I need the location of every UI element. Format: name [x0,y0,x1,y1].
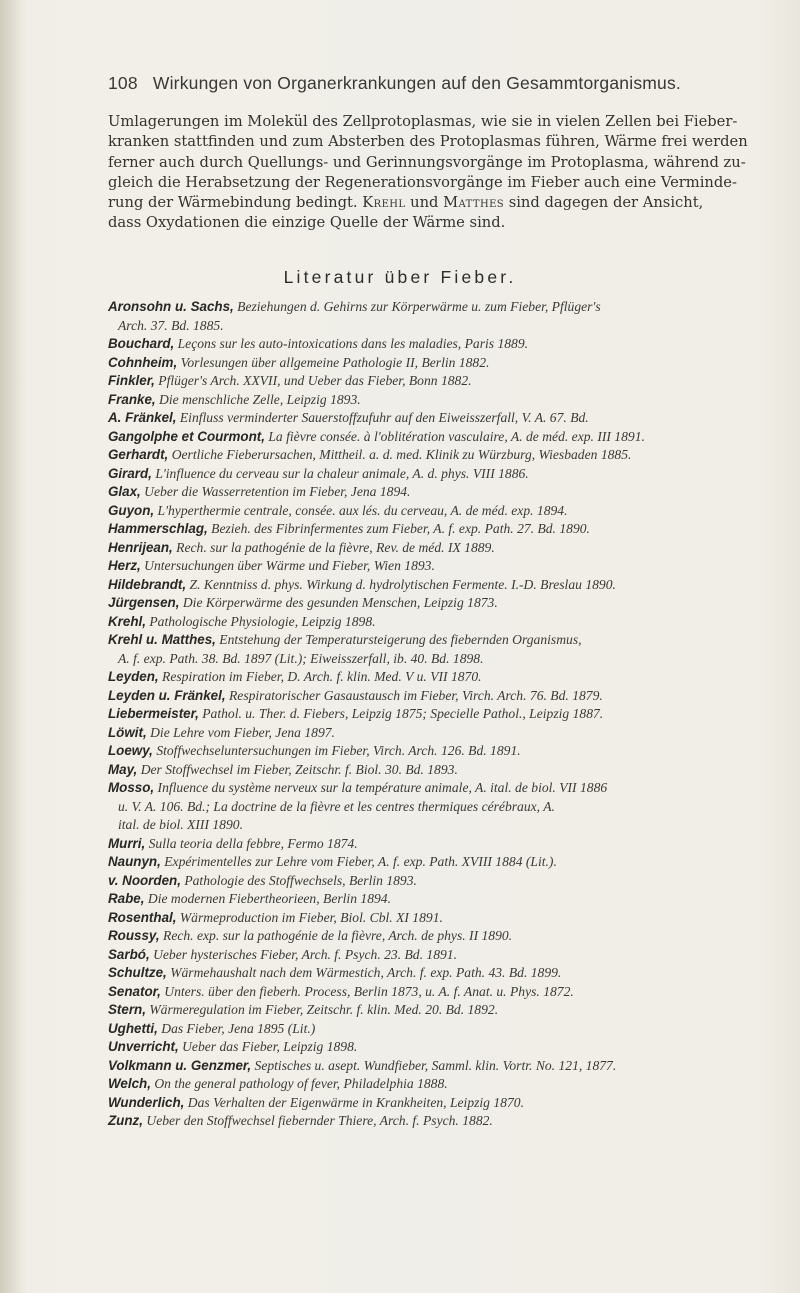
reference-entry [108,631,788,650]
reference-author: Leyden u. Fränkel, [108,687,226,703]
reference-author: Welch, [108,1076,151,1091]
reference-author: Murri, [108,835,146,851]
reference-author: Loewy, [108,743,153,758]
reference-author: v. Noorden, [108,872,181,888]
reference-entry [108,1094,788,1113]
running-header [108,73,768,94]
reference-entry [108,539,788,558]
reference-entry [108,742,788,761]
reference-text: Respiratorischer Gasaustausch im Fieber, Virch. Arch. 76. Bd. 1879. [228,687,603,703]
reference-author: Schultze, [108,965,167,980]
body-line: gleich die Herabsetzung der Regenerationsvorgänge im Fieber auch eine Verminde- [108,173,737,191]
reference-entry [108,872,788,891]
reference-text: Respiration im Fieber, D. Arch. f. klin. Med. V u. VII 1870. [162,669,482,684]
reference-author: Liebermeister, [108,706,199,721]
reference-entry [108,779,788,798]
reference-entry [108,613,788,632]
reference-entry [108,1075,788,1094]
reference-text: Expérimentelles zur Lehre vom Fieber, A. f. exp. Path. XVIII 1884 (Lit.). [164,854,557,869]
reference-entry [108,298,788,317]
reference-entry [108,909,788,928]
reference-text: Beziehungen d. Gehirns zur Körperwärme u. zum Fieber, Pflüger's [237,299,601,314]
reference-text: ital. de biol. XIII 1890. [118,817,243,832]
reference-author: Cohnheim, [108,354,178,370]
reference-text: Der Stoffwechsel im Fieber, Zeitschr. f. Biol. 30. Bd. 1893. [140,761,458,777]
reference-entry [108,465,788,484]
reference-text: Septisches u. asept. Wundfieber, Samml. klin. Vortr. No. 121, 1877. [254,1057,617,1073]
reference-text: Stoffwechseluntersuchungen im Fieber, Virch. Arch. 126. Bd. 1891. [156,743,521,758]
reference-text: Rech. exp. sur la pathogénie de la fièvre, Arch. de phys. II 1890. [163,928,513,943]
reference-entry [108,520,788,539]
reference-author: Gangolphe et Courmont, [108,428,265,444]
reference-author: Finkler, [108,373,155,388]
reference-text: Wärmeregulation im Fieber, Zeitschr. f. klin. Med. 20. Bd. 1892. [149,1002,499,1017]
reference-text: Unters. über den fieberh. Process, Berlin 1873, u. A. f. Anat. u. Phys. 1872. [164,983,574,999]
reference-entry [108,1020,788,1039]
reference-author: Naunyn, [108,854,161,869]
body-line: ferner auch durch Quellungs- und Gerinnungsvorgänge im Protoplasma, während zu- [108,153,746,171]
reference-text: Influence du système nerveux sur la température animale, A. ital. de biol. VII 1886 [157,780,608,795]
reference-text: Vorlesungen über allgemeine Pathologie II, Berlin 1882. [180,354,490,370]
body-line: dass Oxydationen die einzige Quelle der Wärme sind. [108,214,506,232]
reference-text: Wärmehaushalt nach dem Wärmestich, Arch. f. exp. Path. 43. Bd. 1899. [170,965,562,980]
reference-entry [108,409,788,428]
reference-author: Henrijean, [108,539,173,555]
reference-text: Untersuchungen über Wärme und Fieber, Wien 1893. [144,558,435,573]
reference-text: Die Körperwärme des gesunden Menschen, Leipzig 1873. [182,595,498,610]
reference-author: Stern, [108,1002,146,1017]
body-line: kranken stattfinden und zum Absterben des Protoplasmas führen, Wärme frei werden [108,133,748,151]
reference-entry [108,816,788,835]
reference-entry [108,502,788,521]
reference-text: L'influence du cerveau sur la chaleur animale, A. d. phys. VIII 1886. [155,465,529,481]
reference-text: L'hyperthermie centrale, consée. aux lés. du cerveau, A. de méd. exp. 1894. [157,502,568,518]
reference-author: Hammerschlag, [108,521,208,536]
reference-text: Ueber das Fieber, Leipzig 1898. [182,1039,358,1054]
reference-entry [108,317,788,336]
reference-author: Krehl u. Matthes, [108,632,216,647]
reference-entry [108,687,788,706]
reference-text: Das Verhalten der Eigenwärme in Krankheiten, Leipzig 1870. [187,1094,524,1110]
reference-author: Roussy, [108,928,160,943]
reference-text: Rech. sur la pathogénie de la fièvre, Rev. de méd. IX 1889. [176,539,495,555]
reference-entry [108,576,788,595]
reference-entry [108,668,788,687]
reference-text: Die modernen Fiebertheorieen, Berlin 1894. [147,891,391,906]
reference-entry [108,927,788,946]
reference-text: Pflüger's Arch. XXVII, und Ueber das Fieber, Bonn 1882. [158,373,472,388]
reference-text: Ueber hysterisches Fieber, Arch. f. Psych. 23. Bd. 1891. [153,946,457,962]
page-gutter-shadow [0,0,22,1293]
reference-text: Pathologische Physiologie, Leipzig 1898. [149,613,376,629]
running-title: Wirkungen von Organerkrankungen auf den Gesammtorganismus. [152,73,681,93]
reference-text: Pathologie des Stoffwechsels, Berlin 1893. [184,872,417,888]
literature-heading: Literatur über Fieber. [283,267,517,287]
reference-author: Gerhardt, [108,447,169,462]
reference-entry [108,983,788,1002]
reference-author: Hildebrandt, [108,576,187,592]
reference-text: Leçons sur les auto-intoxications dans les maladies, Paris 1889. [177,336,529,351]
reference-text: Das Fieber, Jena 1895 (Lit.) [161,1020,316,1036]
reference-author: Bouchard, [108,336,175,351]
reference-author: Rabe, [108,891,145,906]
body-line: rung der Wärmebindung bedingt. Krehl und Matthes sind dagegen der Ansicht, [108,194,704,212]
reference-entry [108,761,788,780]
reference-entry [108,557,788,576]
reference-author: Franke, [108,391,156,407]
reference-author: Glax, [108,484,141,499]
reference-text: A. f. exp. Path. 38. Bd. 1897 (Lit.); Eiweisszerfall, ib. 40. Bd. 1898. [118,650,484,666]
reference-author: Herz, [108,558,141,573]
reference-entry [108,724,788,743]
reference-entry [108,705,788,724]
reference-entry [108,798,788,817]
reference-entry [108,650,788,669]
reference-text: Entstehung der Temperatursteigerung des fiebernden Organismus, [219,632,582,647]
reference-text: Z. Kenntniss d. phys. Wirkung d. hydrolytischen Fermente. I.-D. Breslau 1890. [189,576,616,592]
reference-author: Guyon, [108,502,155,518]
reference-entry [108,1001,788,1020]
reference-author: Jürgensen, [108,595,180,610]
reference-text: Die menschliche Zelle, Leipzig 1893. [159,391,361,407]
reference-author: Wunderlich, [108,1094,185,1110]
body-line: Umlagerungen im Molekül des Zellprotoplasmas, wie sie in vielen Zellen bei Fieber- [108,113,738,130]
reference-author: Mosso, [108,780,155,795]
reference-text: Ueber den Stoffwechsel fiebernder Thiere, Arch. f. Psych. 1882. [146,1113,493,1128]
reference-author: A. Fränkel, [108,410,177,425]
reference-author: Girard, [108,465,152,481]
reference-entry [108,446,788,465]
reference-text: u. V. A. 106. Bd.; La doctrine de la fièvre et les centres thermiques cérébraux, A. [118,798,555,814]
reference-entry [108,1112,788,1131]
page-number: 108 [108,73,138,93]
reference-text: La fièvre consée. à l'oblitération vasculaire, A. de méd. exp. III 1891. [268,428,645,444]
reference-author: May, [108,761,138,777]
reference-entry [108,946,788,965]
reference-text: Bezieh. des Fibrinfermentes zum Fieber, A. f. exp. Path. 27. Bd. 1890. [211,521,590,536]
reference-entry [108,1038,788,1057]
reference-author: Senator, [108,983,161,999]
reference-author: Volkmann u. Genzmer, [108,1057,252,1073]
reference-entry [108,835,788,854]
reference-entry [108,964,788,983]
reference-text: Ueber die Wasserretention im Fieber, Jena 1894. [144,484,411,499]
reference-author: Sarbó, [108,946,150,962]
reference-text: Wärmeproduction im Fieber, Biol. Cbl. XI 1891. [179,909,443,925]
reference-text: Pathol. u. Ther. d. Fiebers, Leipzig 1875; Specielle Pathol., Leipzig 1887. [202,706,604,721]
reference-author: Zunz, [108,1113,143,1128]
reference-text: Einfluss verminderter Sauerstoffzufuhr auf den Eiweisszerfall, V. A. 67. Bd. [179,410,589,425]
reference-author: Leyden, [108,669,159,684]
reference-entry [108,594,788,613]
reference-text: Die Lehre vom Fieber, Jena 1897. [150,724,335,740]
reference-author: Rosenthal, [108,909,177,925]
reference-text: Oertliche Fieberursachen, Mittheil. a. d. med. Klinik zu Würzburg, Wiesbaden 1885. [171,447,632,462]
reference-entry [108,1057,788,1076]
reference-entry [108,391,788,410]
reference-list [108,298,788,1131]
reference-entry [108,428,788,447]
reference-text: On the general pathology of fever, Philadelphia 1888. [154,1076,448,1091]
reference-entry [108,853,788,872]
reference-author: Aronsohn u. Sachs, [108,299,234,314]
reference-author: Krehl, [108,613,146,629]
reference-entry [108,354,788,373]
reference-text: Sulla teoria della febbre, Fermo 1874. [148,835,358,851]
reference-entry [108,335,788,354]
body-paragraph [108,112,778,234]
reference-author: Unverricht, [108,1039,179,1054]
reference-author: Löwit, [108,724,147,740]
reference-entry [108,372,788,391]
reference-text: Arch. 37. Bd. 1885. [118,317,224,333]
reference-entry [108,483,788,502]
reference-author: Ughetti, [108,1020,158,1036]
reference-entry [108,890,788,909]
